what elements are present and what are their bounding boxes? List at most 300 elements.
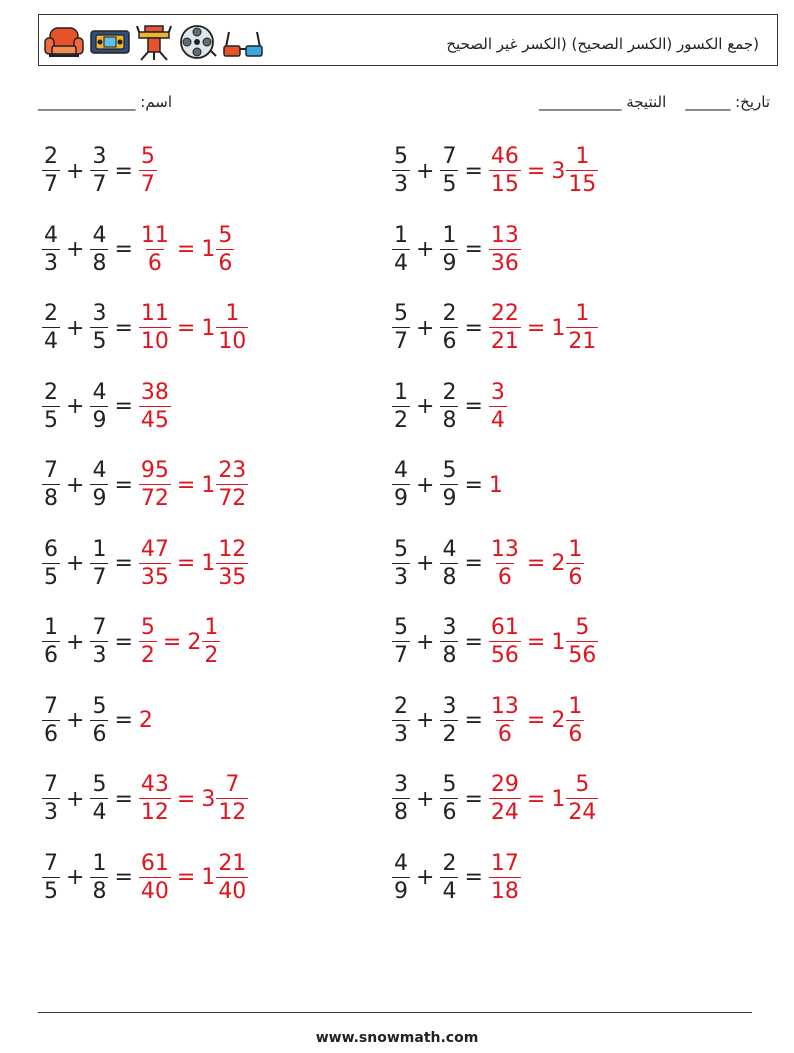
armchair-icon <box>43 22 85 62</box>
answer <box>489 774 598 824</box>
fraction <box>392 850 410 904</box>
fraction <box>392 379 410 433</box>
denominator: 4 <box>92 800 107 825</box>
fraction <box>216 536 248 590</box>
fraction <box>216 303 248 353</box>
fraction <box>440 146 458 196</box>
equals-sign: = <box>114 315 133 341</box>
denominator: 6 <box>442 329 457 354</box>
answer <box>489 693 584 747</box>
denominator: 15 <box>490 172 519 197</box>
numerator: 47 <box>140 536 169 562</box>
equals-sign: = <box>464 237 483 262</box>
fraction <box>566 617 598 667</box>
problem-row <box>392 220 521 280</box>
whole-number: 3 <box>551 158 566 184</box>
denominator: 2 <box>442 721 457 747</box>
numerator: 13 <box>490 536 519 562</box>
numerator: 95 <box>140 458 169 483</box>
fraction <box>42 536 60 590</box>
equals-sign: = <box>114 237 133 262</box>
fraction <box>90 536 108 590</box>
denominator: 24 <box>568 800 597 825</box>
fraction <box>90 222 108 276</box>
fraction <box>139 536 171 590</box>
problem-row <box>392 769 598 829</box>
denominator: 6 <box>44 643 58 668</box>
denominator: 9 <box>442 486 457 511</box>
numerator: 3 <box>490 379 505 405</box>
numerator: 5 <box>575 772 590 797</box>
plus-sign: + <box>416 551 435 576</box>
denominator: 10 <box>140 329 169 354</box>
plus-sign: + <box>416 394 435 419</box>
fraction <box>139 222 171 276</box>
fraction <box>392 303 410 353</box>
denominator: 5 <box>92 329 107 354</box>
fraction <box>392 222 410 276</box>
whole-number: 1 <box>201 237 216 262</box>
numerator: 5 <box>394 615 408 640</box>
plus-sign: + <box>66 708 85 733</box>
denominator: 8 <box>44 486 58 511</box>
numerator: 5 <box>442 458 457 483</box>
problem-row <box>42 769 248 829</box>
numerator: 1 <box>92 850 107 876</box>
denominator: 40 <box>218 878 247 904</box>
fraction <box>216 222 234 276</box>
plus-sign: + <box>416 237 435 262</box>
equals-sign: = <box>464 394 483 419</box>
plus-sign: + <box>416 865 435 890</box>
denominator: 7 <box>140 172 155 197</box>
denominator: 6 <box>497 564 512 590</box>
problem-row <box>392 848 521 908</box>
equals-sign: = <box>464 786 483 812</box>
whole-number: 1 <box>201 472 216 498</box>
denominator: 4 <box>44 329 58 354</box>
denominator: 7 <box>92 564 107 590</box>
plus-sign: + <box>416 629 435 655</box>
numerator: 11 <box>140 301 169 326</box>
denominator: 40 <box>140 878 169 904</box>
fraction <box>440 536 458 590</box>
fraction <box>139 379 171 433</box>
fraction <box>90 146 108 196</box>
denominator: 5 <box>44 878 58 904</box>
numerator: 6 <box>44 536 58 562</box>
plus-sign: + <box>66 237 85 262</box>
denominator: 4 <box>442 878 457 904</box>
numerator: 1 <box>92 536 107 562</box>
equals-sign: = <box>114 394 133 419</box>
fraction <box>90 460 108 510</box>
equals-sign: = <box>464 865 483 890</box>
numerator: 3 <box>442 693 457 719</box>
denominator: 21 <box>490 329 519 354</box>
plus-sign: + <box>66 786 85 812</box>
fraction <box>440 460 458 510</box>
whole-number: 1 <box>201 315 216 341</box>
problem-row <box>42 377 171 437</box>
numerator: 5 <box>140 144 155 169</box>
plus-sign: + <box>66 158 85 184</box>
fraction <box>42 379 60 433</box>
denominator: 45 <box>140 407 169 433</box>
fraction <box>392 693 410 747</box>
denominator: 6 <box>147 250 162 276</box>
numerator: 11 <box>140 222 169 248</box>
equals-sign: = <box>176 865 196 890</box>
plus-sign: + <box>416 158 435 184</box>
equals-sign: = <box>114 629 133 655</box>
denominator: 4 <box>490 407 505 433</box>
equals-sign: = <box>464 629 483 655</box>
answer <box>489 850 521 904</box>
problem-row <box>392 455 504 515</box>
problem-row <box>392 612 598 672</box>
denominator: 6 <box>497 721 512 747</box>
denominator: 12 <box>140 800 169 825</box>
problem-row <box>42 612 220 672</box>
numerator: 1 <box>204 615 219 640</box>
denominator: 9 <box>92 407 107 433</box>
numerator: 5 <box>394 536 408 562</box>
denominator: 8 <box>394 800 408 825</box>
equals-sign: = <box>114 472 133 498</box>
problem-row <box>392 141 598 201</box>
denominator: 5 <box>442 172 457 197</box>
numerator: 2 <box>44 301 58 326</box>
fraction <box>216 460 248 510</box>
plus-sign: + <box>66 865 85 890</box>
numerator: 17 <box>490 850 519 876</box>
fraction <box>489 379 507 433</box>
problem-row <box>42 691 154 751</box>
plus-sign: + <box>66 629 85 655</box>
fraction <box>489 222 521 276</box>
problem-row <box>42 534 248 594</box>
date-score-line <box>539 93 770 111</box>
numerator: 4 <box>442 536 457 562</box>
problem-row <box>42 455 248 515</box>
denominator: 24 <box>490 800 519 825</box>
denominator: 6 <box>218 250 233 276</box>
equals-sign: = <box>526 708 546 733</box>
denominator: 8 <box>92 250 107 276</box>
numerator: 5 <box>218 222 233 248</box>
fraction <box>489 693 521 747</box>
fraction <box>489 536 521 590</box>
answer <box>489 303 598 353</box>
denominator: 56 <box>490 643 519 668</box>
fraction <box>90 850 108 904</box>
answer <box>139 146 157 196</box>
answer <box>139 617 220 667</box>
answer <box>489 222 521 276</box>
numerator: 2 <box>442 379 457 405</box>
equals-sign: = <box>464 708 483 733</box>
whole-number: 2 <box>187 629 202 655</box>
fraction <box>489 303 521 353</box>
denominator: 7 <box>394 643 408 668</box>
denominator: 35 <box>218 564 247 590</box>
fraction <box>392 146 410 196</box>
fraction <box>392 460 410 510</box>
fraction <box>216 850 248 904</box>
equals-sign: = <box>176 786 196 812</box>
fraction <box>42 146 60 196</box>
fraction <box>566 146 598 196</box>
numerator: 7 <box>442 144 457 169</box>
numerator: 5 <box>394 301 408 326</box>
numerator: 7 <box>44 693 58 719</box>
denominator: 56 <box>568 643 597 668</box>
equals-sign: = <box>176 551 196 576</box>
equals-sign: = <box>114 708 133 733</box>
denominator: 21 <box>568 329 597 354</box>
equals-sign: = <box>526 315 546 341</box>
whole-number: 2 <box>138 708 153 733</box>
fraction <box>139 303 171 353</box>
denominator: 9 <box>394 486 408 511</box>
fraction <box>90 303 108 353</box>
answer <box>139 708 154 733</box>
numerator: 4 <box>92 222 107 248</box>
answer <box>139 850 248 904</box>
plus-sign: + <box>66 551 85 576</box>
numerator: 1 <box>575 144 590 169</box>
answer <box>489 473 504 498</box>
projector-icon <box>135 22 173 62</box>
denominator: 9 <box>442 250 457 276</box>
numerator: 7 <box>225 772 240 797</box>
equals-sign: = <box>464 158 483 184</box>
numerator: 2 <box>44 379 58 405</box>
numerator: 1 <box>568 536 583 562</box>
worksheet-title: (جمع الكسور (الكسر الصحيح) (الكسر غير الصحيح <box>446 35 759 53</box>
plus-sign: + <box>66 472 85 498</box>
numerator: 61 <box>490 615 519 640</box>
fraction <box>440 774 458 824</box>
numerator: 1 <box>394 222 408 248</box>
equals-sign: = <box>176 315 196 341</box>
whole-number: 1 <box>488 472 503 498</box>
film-reel-icon <box>177 22 217 62</box>
fraction <box>440 303 458 353</box>
numerator: 4 <box>394 850 408 876</box>
equals-sign: = <box>162 629 182 655</box>
fraction <box>566 536 584 590</box>
fraction <box>42 617 60 667</box>
fraction <box>392 536 410 590</box>
fraction <box>139 617 157 667</box>
numerator: 4 <box>92 458 107 483</box>
whole-number: 2 <box>551 551 566 576</box>
fraction <box>139 774 171 824</box>
numerator: 46 <box>490 144 519 169</box>
numerator: 7 <box>44 850 58 876</box>
numerator: 4 <box>394 458 408 483</box>
denominator: 4 <box>394 250 408 276</box>
numerator: 5 <box>92 693 107 719</box>
denominator: 3 <box>394 564 408 590</box>
denominator: 35 <box>140 564 169 590</box>
denominator: 5 <box>44 407 58 433</box>
numerator: 5 <box>92 772 107 797</box>
fraction <box>216 774 248 824</box>
answer <box>139 460 248 510</box>
denominator: 6 <box>44 721 58 747</box>
numerator: 13 <box>490 693 519 719</box>
equals-sign: = <box>114 551 133 576</box>
numerator: 2 <box>442 301 457 326</box>
denominator: 7 <box>44 172 58 197</box>
equals-sign: = <box>526 551 546 576</box>
fraction <box>392 774 410 824</box>
denominator: 72 <box>218 486 247 511</box>
problem-row <box>42 141 157 201</box>
fraction <box>440 222 458 276</box>
numerator: 2 <box>394 693 408 719</box>
numerator: 29 <box>490 772 519 797</box>
fraction <box>566 693 584 747</box>
numerator: 1 <box>394 379 408 405</box>
numerator: 1 <box>568 693 583 719</box>
fraction <box>42 850 60 904</box>
equals-sign: = <box>114 865 133 890</box>
fraction <box>42 774 60 824</box>
denominator: 2 <box>140 643 155 668</box>
answer <box>139 222 234 276</box>
numerator: 4 <box>44 222 58 248</box>
numerator: 2 <box>442 850 457 876</box>
denominator: 3 <box>92 643 107 668</box>
denominator: 18 <box>490 878 519 904</box>
numerator: 43 <box>140 772 169 797</box>
plus-sign: + <box>416 315 435 341</box>
fraction <box>202 617 220 667</box>
equals-sign: = <box>526 158 546 184</box>
denominator: 12 <box>218 800 247 825</box>
denominator: 6 <box>442 800 457 825</box>
whole-number: 1 <box>551 629 566 655</box>
numerator: 3 <box>442 615 457 640</box>
equals-sign: = <box>464 315 483 341</box>
numerator: 21 <box>218 850 247 876</box>
numerator: 3 <box>92 144 107 169</box>
numerator: 5 <box>575 615 590 640</box>
3d-glasses-icon <box>221 22 265 62</box>
denominator: 7 <box>394 329 408 354</box>
numerator: 22 <box>490 301 519 326</box>
whole-number: 1 <box>201 551 216 576</box>
plus-sign: + <box>416 786 435 812</box>
numerator: 3 <box>92 301 107 326</box>
problem-row <box>392 377 507 437</box>
whole-number: 2 <box>551 708 566 733</box>
answer <box>139 536 248 590</box>
whole-number: 1 <box>551 315 566 341</box>
problem-row <box>392 298 598 358</box>
denominator: 5 <box>44 564 58 590</box>
fraction <box>90 379 108 433</box>
numerator: 23 <box>218 458 247 483</box>
plus-sign: + <box>416 472 435 498</box>
denominator: 6 <box>568 721 583 747</box>
numerator: 5 <box>442 772 457 797</box>
whole-number: 1 <box>551 786 566 812</box>
header-icons <box>43 22 265 62</box>
plus-sign: + <box>66 394 85 419</box>
fraction <box>139 850 171 904</box>
fraction <box>42 222 60 276</box>
equals-sign: = <box>464 472 483 498</box>
denominator: 15 <box>568 172 597 197</box>
fraction <box>440 850 458 904</box>
problem-row <box>392 534 584 594</box>
fraction <box>440 617 458 667</box>
denominator: 3 <box>394 172 408 197</box>
denominator: 2 <box>204 643 219 668</box>
answer <box>489 379 507 433</box>
whole-number: 1 <box>201 865 216 890</box>
vhs-tape-icon <box>89 22 131 62</box>
fraction <box>90 774 108 824</box>
answer <box>139 379 171 433</box>
name-field-label: اسم: _____________ <box>38 93 173 111</box>
denominator: 10 <box>218 329 247 354</box>
equals-sign: = <box>526 786 546 812</box>
fraction <box>90 617 108 667</box>
problem-row <box>392 691 584 751</box>
denominator: 6 <box>568 564 583 590</box>
denominator: 7 <box>92 172 107 197</box>
numerator: 2 <box>44 144 58 169</box>
denominator: 36 <box>490 250 519 276</box>
fraction <box>139 146 157 196</box>
denominator: 72 <box>140 486 169 511</box>
numerator: 1 <box>225 301 240 326</box>
numerator: 5 <box>394 144 408 169</box>
denominator: 8 <box>442 643 457 668</box>
denominator: 9 <box>394 878 408 904</box>
denominator: 3 <box>394 721 408 747</box>
denominator: 2 <box>394 407 408 433</box>
answer <box>489 536 584 590</box>
fraction <box>440 693 458 747</box>
fraction <box>566 303 598 353</box>
fraction <box>489 146 521 196</box>
equals-sign: = <box>526 629 546 655</box>
numerator: 12 <box>218 536 247 562</box>
denominator: 9 <box>92 486 107 511</box>
numerator: 1 <box>442 222 457 248</box>
numerator: 5 <box>140 615 155 640</box>
equals-sign: = <box>464 551 483 576</box>
fraction <box>566 774 598 824</box>
worksheet-header <box>38 14 778 66</box>
answer <box>139 303 248 353</box>
fraction <box>489 850 521 904</box>
footer-divider <box>38 1012 752 1013</box>
equals-sign: = <box>176 237 196 262</box>
denominator: 8 <box>442 407 457 433</box>
fraction <box>42 460 60 510</box>
denominator: 8 <box>442 564 457 590</box>
numerator: 3 <box>394 772 408 797</box>
denominator: 3 <box>44 250 58 276</box>
